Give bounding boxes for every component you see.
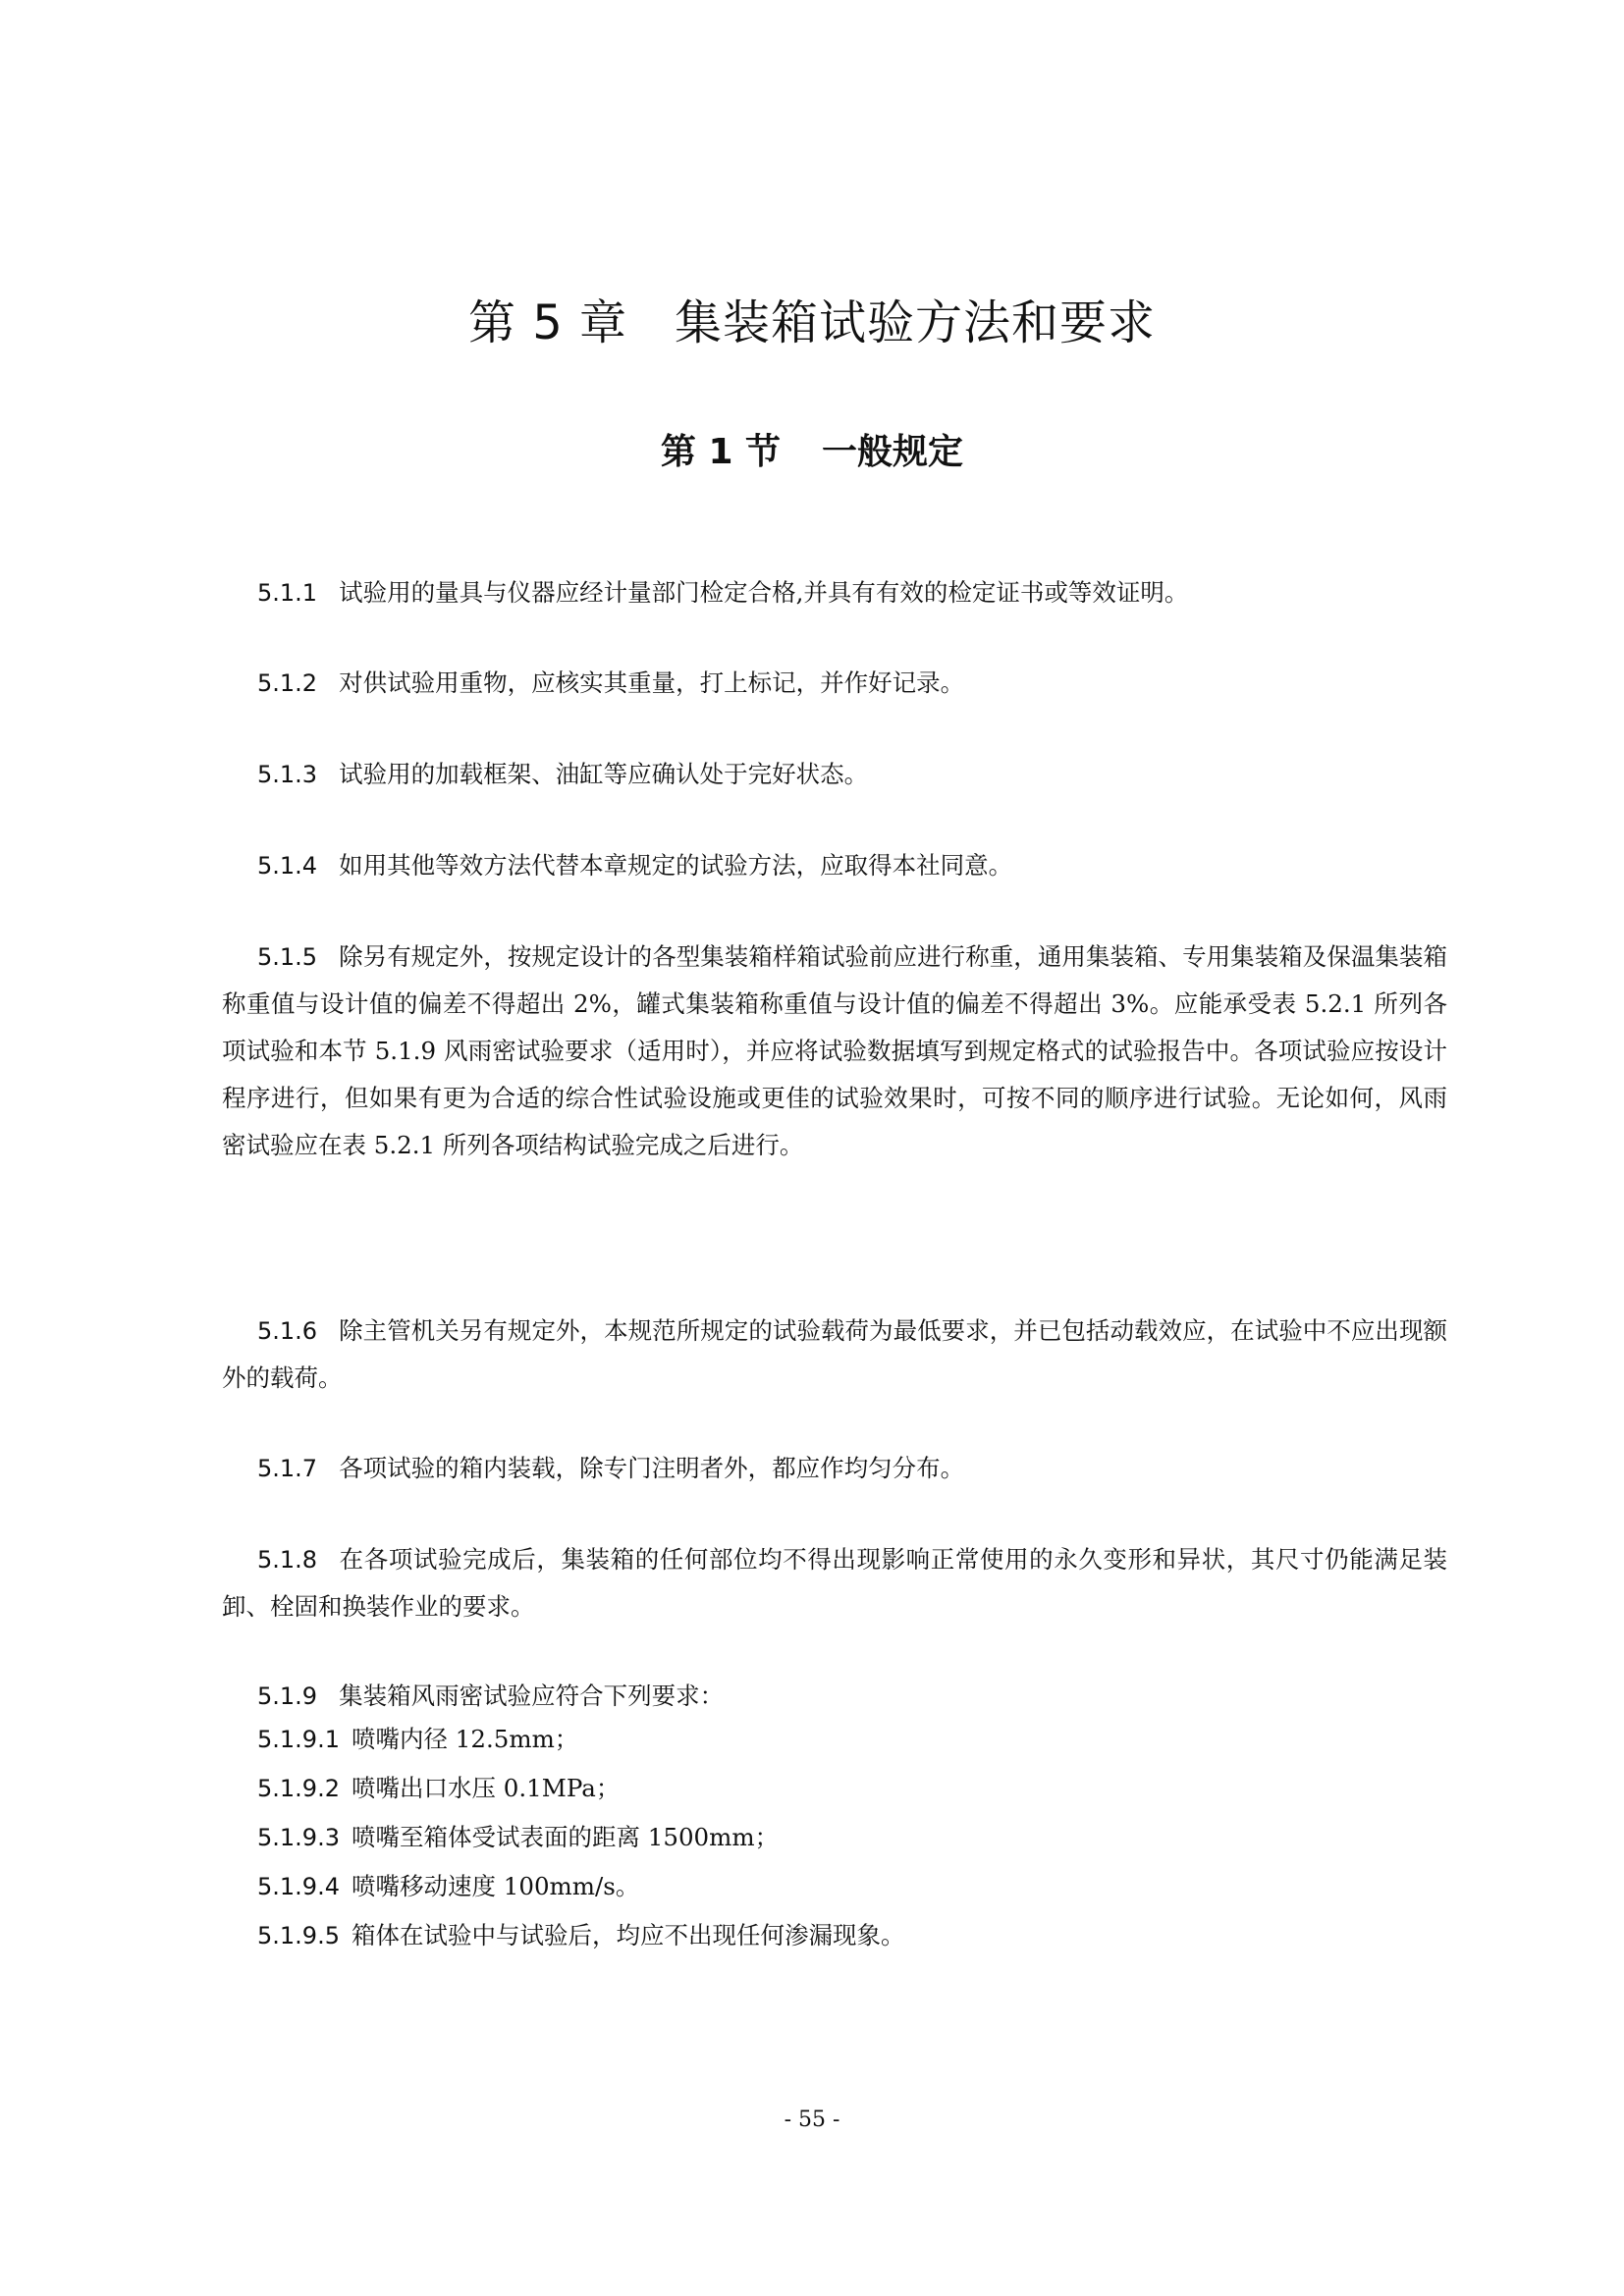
subclause-text: 喷嘴至箱体受试表面的距离 1500mm； <box>352 1823 780 1851</box>
subclause-5-1-9-2 <box>257 1768 620 1809</box>
clause-number: 5.1.6 <box>257 1317 318 1345</box>
subclause-5-1-9-1 <box>257 1719 578 1760</box>
clause-5-1-9 <box>257 1673 1445 1720</box>
clause-text: 试验用的量具与仪器应经计量部门检定合格,并具有有效的检定证书或等效证明。 <box>339 578 1189 607</box>
clause-5-1-5 <box>222 934 1447 1169</box>
chapter-name: 集装箱试验方法和要求 <box>675 295 1157 350</box>
clause-text: 在各项试验完成后，集装箱的任何部位均不得出现影响正常使用的永久变形和异状，其尺寸仍能满足装卸、栓固和换装作业的要求。 <box>222 1545 1447 1621</box>
clause-5-1-7 <box>257 1445 1445 1492</box>
subclause-number: 5.1.9.3 <box>257 1824 340 1851</box>
clause-number: 5.1.9 <box>257 1682 318 1710</box>
clause-text: 各项试验的箱内装载，除专门注明者外，都应作均匀分布。 <box>339 1454 965 1482</box>
page-number: - 55 - <box>784 2108 840 2132</box>
subclause-text: 箱体在试验中与试验后，均应不出现任何渗漏现象。 <box>352 1921 905 1949</box>
clause-number: 5.1.7 <box>257 1455 318 1482</box>
subclause-number: 5.1.9.5 <box>257 1922 340 1949</box>
section-title <box>0 424 1624 474</box>
clause-number: 5.1.1 <box>257 579 318 607</box>
clause-number: 5.1.8 <box>257 1546 318 1574</box>
clause-5-1-3 <box>257 751 1445 798</box>
clause-5-1-4 <box>257 842 1445 889</box>
clause-number: 5.1.3 <box>257 761 318 788</box>
clause-5-1-2 <box>257 660 1445 707</box>
chapter-title <box>0 285 1624 352</box>
clause-text: 试验用的加载框架、油缸等应确认处于完好状态。 <box>339 760 869 788</box>
chapter-number: 第 5 章 <box>467 295 628 350</box>
subclause-text: 喷嘴内径 12.5mm； <box>352 1725 579 1753</box>
subclause-number: 5.1.9.4 <box>257 1873 340 1900</box>
clause-number: 5.1.2 <box>257 669 318 697</box>
subclause-5-1-9-5 <box>257 1915 905 1956</box>
subclause-5-1-9-3 <box>257 1817 779 1858</box>
clause-5-1-6 <box>222 1308 1447 1402</box>
subclause-number: 5.1.9.1 <box>257 1726 340 1753</box>
subclause-text: 喷嘴出口水压 0.1MPa； <box>352 1774 621 1802</box>
clause-text: 除另有规定外，按规定设计的各型集装箱样箱试验前应进行称重，通用集装箱、专用集装箱及保温集装箱称重值与设计值的偏差不得超出 2%，罐式集装箱称重值与设计值的偏差不得超出 3%。应能承受表 5.2.1 所列各项试验和本节 5.1.9 风雨密试验要求（适用时），并应将试验数据填写到规定格式的试验报告中。各项试验应按设计程序进行，但如果有更为合适的综合性试验设施或更佳的试验效果时，可按不同的顺序进行试验。无论如何，风雨密试验应在表 5.2.1 所列各项结构试验完成之后进行。 <box>222 942 1447 1159</box>
clause-text: 除主管机关另有规定外，本规范所规定的试验载荷为最低要求，并已包括动载效应，在试验中不应出现额外的载荷。 <box>222 1316 1447 1392</box>
clause-text: 如用其他等效方法代替本章规定的试验方法，应取得本社同意。 <box>339 851 1013 880</box>
section-number: 第 1 节 <box>660 432 782 472</box>
clause-text: 集装箱风雨密试验应符合下列要求： <box>339 1682 725 1710</box>
subclause-number: 5.1.9.2 <box>257 1775 340 1802</box>
clause-5-1-1 <box>257 569 1445 616</box>
section-name: 一般规定 <box>822 432 964 472</box>
subclause-5-1-9-4 <box>257 1866 639 1907</box>
clause-number: 5.1.5 <box>257 943 318 971</box>
clause-5-1-8 <box>222 1536 1447 1630</box>
clause-text: 对供试验用重物，应核实其重量，打上标记，并作好记录。 <box>339 668 965 697</box>
subclause-text: 喷嘴移动速度 100mm/s。 <box>352 1872 640 1900</box>
clause-number: 5.1.4 <box>257 852 318 880</box>
